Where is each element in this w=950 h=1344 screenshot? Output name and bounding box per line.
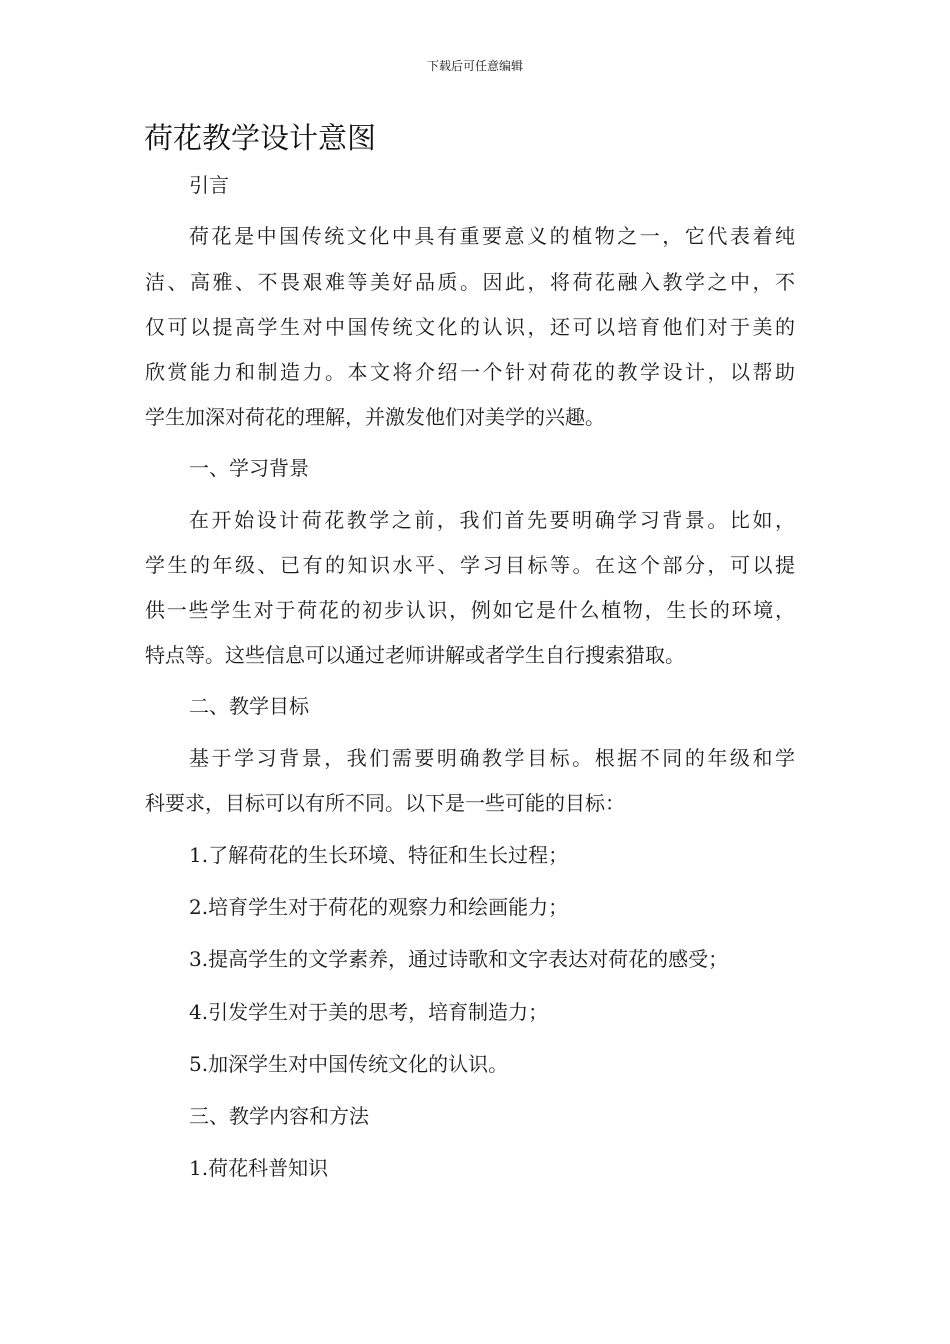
intro-heading: 引言 bbox=[189, 173, 229, 197]
section-heading-content-methods: 三、教学内容和方法 bbox=[189, 1104, 369, 1128]
header-note: 下载后可任意编辑 bbox=[426, 59, 523, 73]
intro-line: 仅可以提高学生对中国传统文化的认识，还可以培育他们对于美的 bbox=[145, 315, 795, 339]
section-heading-background: 一、学习背景 bbox=[189, 456, 309, 480]
goal-item: 5.加深学生对中国传统文化的认识。 bbox=[189, 1052, 509, 1076]
background-line: 供一些学生对于荷花的初步认识，例如它是什么植物，生长的环境， bbox=[145, 598, 795, 622]
intro-line: 学生加深对荷花的理解，并激发他们对美学的兴趣。 bbox=[145, 405, 605, 429]
intro-line: 荷花是中国传统文化中具有重要意义的植物之一，它代表着纯 bbox=[189, 224, 795, 248]
background-line: 在开始设计荷花教学之前，我们首先要明确学习背景。比如， bbox=[189, 508, 795, 532]
content-item: 1.荷花科普知识 bbox=[189, 1156, 329, 1180]
intro-line: 欣赏能力和制造力。本文将介绍一个针对荷花的教学设计，以帮助 bbox=[145, 360, 795, 384]
goals-intro-line: 基于学习背景，我们需要明确教学目标。根据不同的年级和学 bbox=[189, 746, 795, 770]
intro-line: 洁、高雅、不畏艰难等美好品质。因此，将荷花融入教学之中，不 bbox=[145, 270, 795, 294]
goals-intro-line: 科要求，目标可以有所不同。以下是一些可能的目标： bbox=[145, 791, 625, 815]
goal-item: 1.了解荷花的生长环境、特征和生长过程； bbox=[189, 843, 569, 867]
section-heading-goals: 二、教学目标 bbox=[189, 694, 309, 718]
document-title: 荷花教学设计意图 bbox=[144, 121, 377, 155]
goal-item: 3.提高学生的文学素养，通过诗歌和文字表达对荷花的感受； bbox=[189, 947, 729, 971]
background-line: 学生的年级、已有的知识水平、学习目标等。在这个部分，可以提 bbox=[145, 553, 795, 577]
goal-item: 2.培育学生对于荷花的观察力和绘画能力； bbox=[189, 895, 569, 919]
background-line: 特点等。这些信息可以通过老师讲解或者学生自行搜索猎取。 bbox=[145, 643, 685, 667]
goal-item: 4.引发学生对于美的思考，培育制造力； bbox=[189, 1000, 549, 1024]
